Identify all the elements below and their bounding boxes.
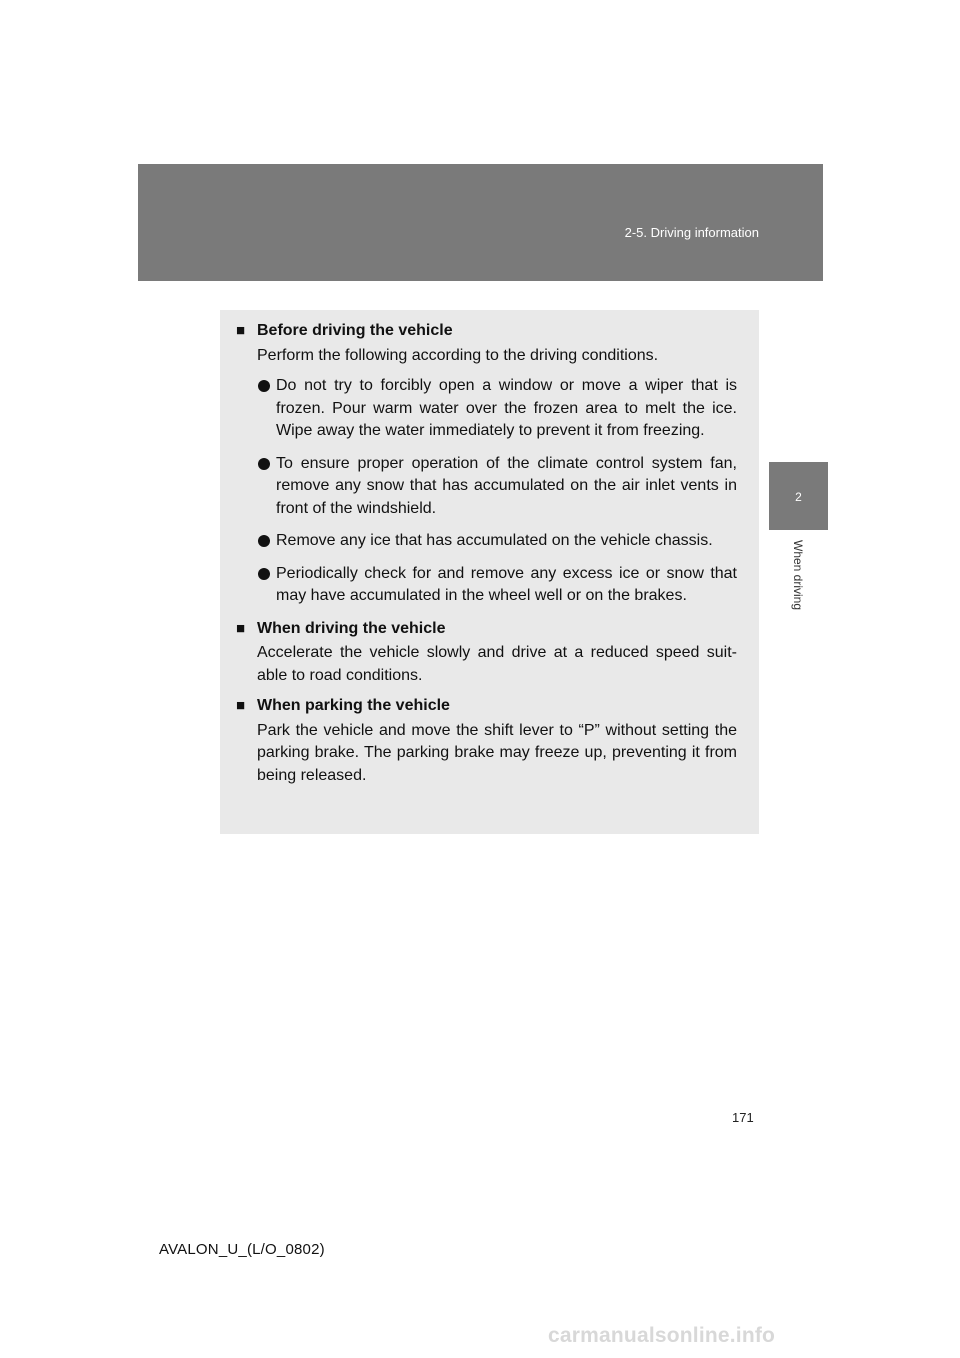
list-item	[257, 563, 737, 608]
section-before-driving	[236, 320, 737, 608]
bullet-text: Periodically check for and remove any excess ice or snow that may have accumulated in the wheel well or on the brakes.	[276, 564, 737, 604]
bullet-list	[257, 375, 737, 608]
section-intro: Perform the following according to the driving conditions.	[257, 346, 659, 364]
square-bullet-icon: ■	[236, 322, 246, 339]
section-body: Park the vehicle and move the shift lever to “P” without setting the parking brake. The parking brake may freeze up, preventing it from being released.	[257, 721, 737, 784]
header-band	[138, 164, 823, 281]
bullet-text: Remove any ice that has accumulated on the vehicle chassis.	[276, 532, 713, 549]
list-item	[257, 375, 737, 443]
section-title: When driving the vehicle	[257, 619, 446, 637]
list-item	[257, 530, 737, 553]
square-bullet-icon: ■	[236, 697, 246, 714]
bullet-text: To ensure proper operation of the climate control system fan, remove any snow that has accumulated on the air inlet vents in front of the windshield.	[276, 454, 737, 517]
circle-bullet-icon	[258, 568, 270, 580]
section-when-parking	[236, 695, 737, 787]
section-when-driving	[236, 618, 737, 688]
section-title: When parking the vehicle	[257, 697, 450, 714]
circle-bullet-icon	[258, 458, 270, 470]
document-code: AVALON_U_(L/O_0802)	[159, 1241, 325, 1258]
section-title: 2-5. Driving information	[624, 225, 759, 240]
chapter-tab	[769, 462, 828, 530]
circle-bullet-icon	[258, 380, 270, 392]
circle-bullet-icon	[258, 535, 270, 547]
chapter-number: 2	[795, 490, 802, 504]
page-number: 171	[732, 1110, 754, 1125]
section-body: Accelerate the vehicle slowly and drive at a reduced speed suit-able to road conditions.	[257, 644, 737, 684]
watermark: carmanualsonline.info	[548, 1324, 776, 1347]
square-bullet-icon: ■	[236, 619, 246, 637]
section-title: Before driving the vehicle	[257, 322, 453, 339]
bullet-text: Do not try to forcibly open a window or move a wiper that is frozen. Pour warm water over the frozen area to melt the ice. Wipe away the water immediately to prevent it from freezing.	[276, 377, 737, 439]
section-heading	[236, 695, 737, 718]
list-item	[257, 453, 737, 521]
section-heading	[236, 618, 737, 641]
chapter-label: When driving	[791, 540, 805, 611]
info-box	[220, 310, 759, 834]
section-heading	[236, 320, 737, 343]
